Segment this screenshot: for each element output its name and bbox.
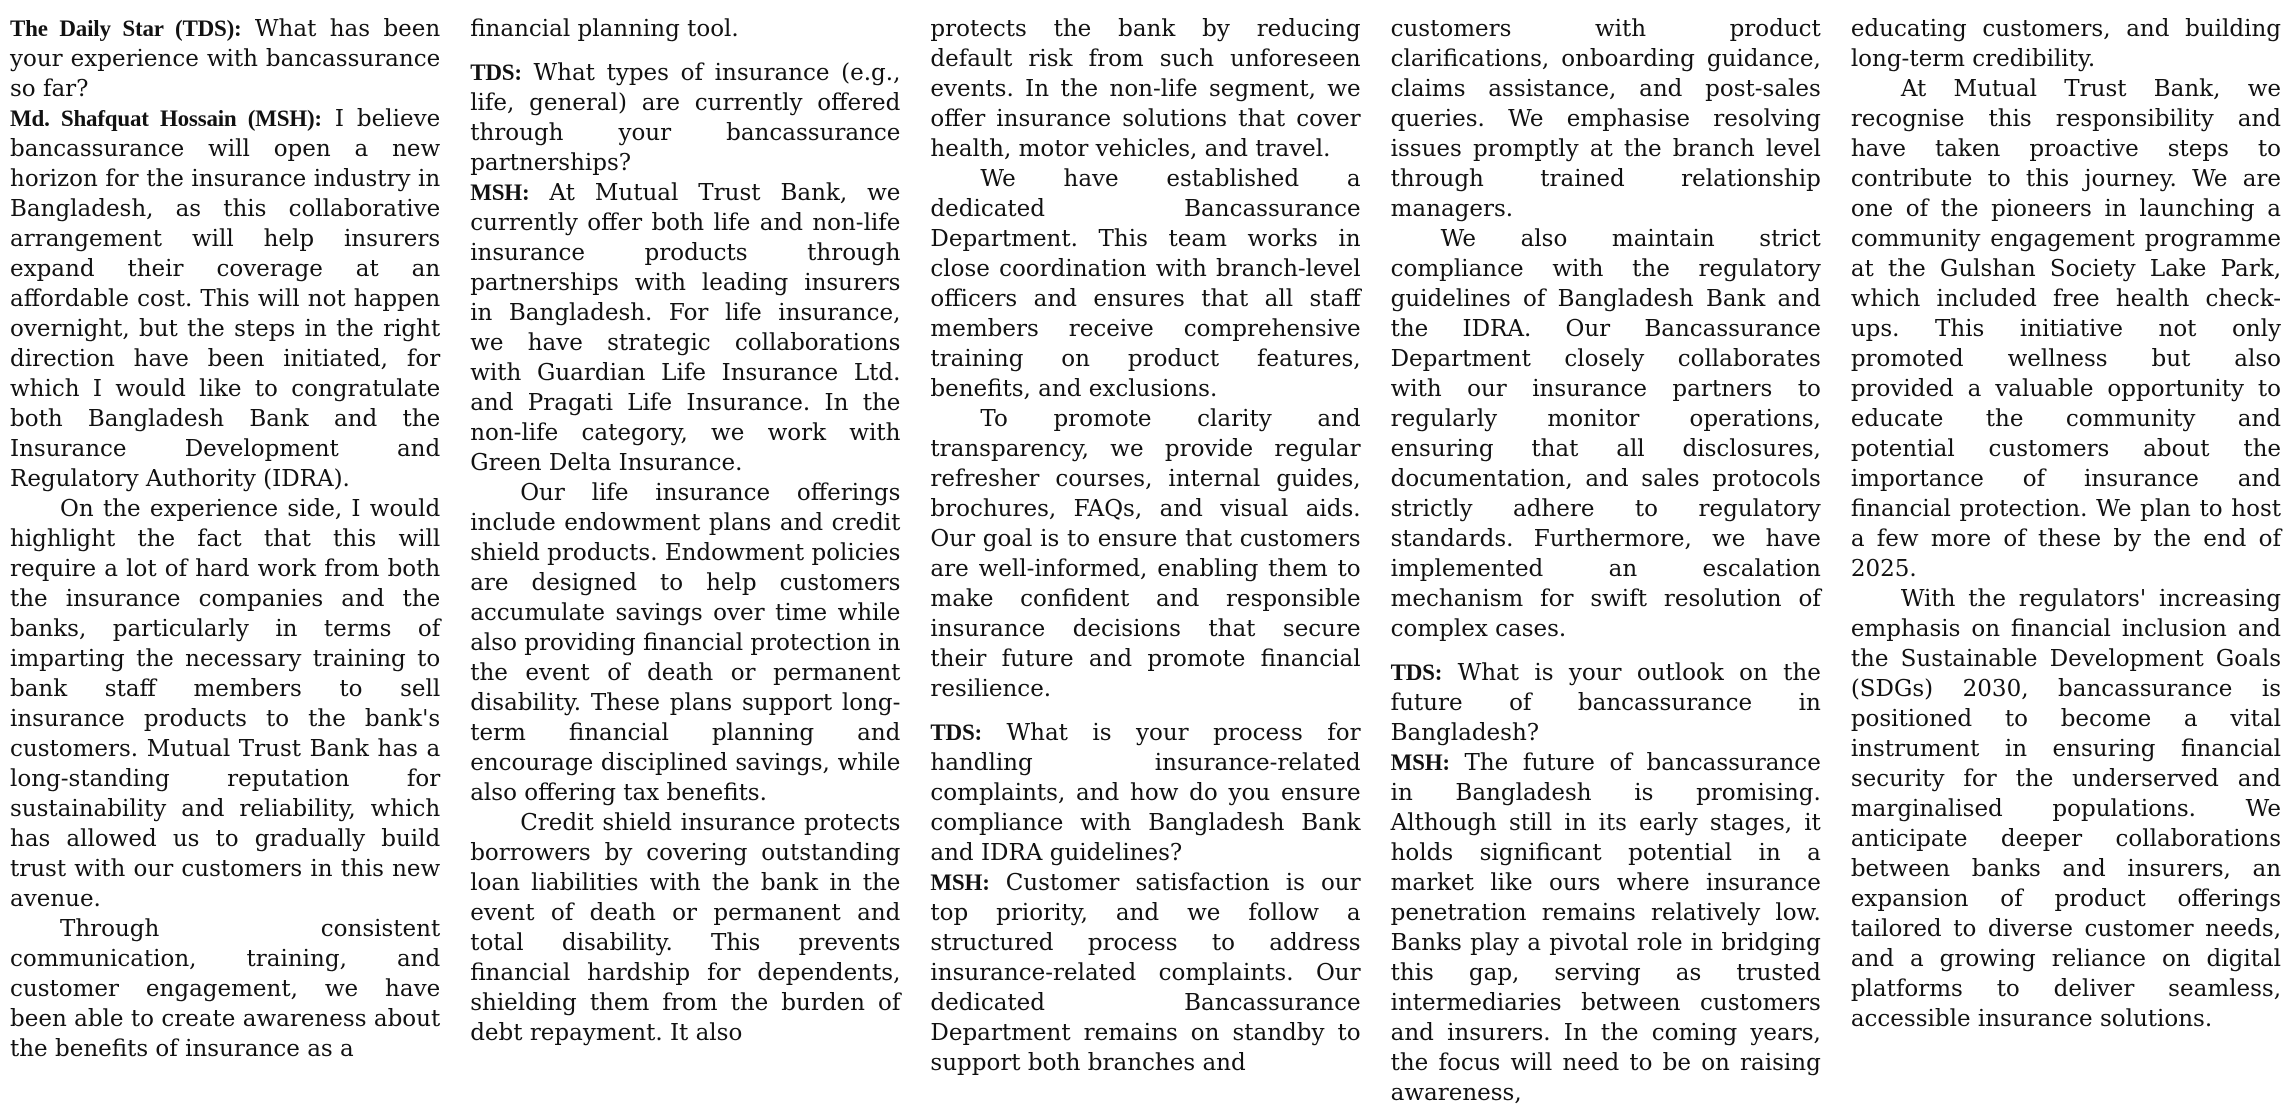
speaker-label: MSH: [1390, 750, 1450, 775]
paragraph-text: What has been your experience with bancassurance so far? [10, 16, 441, 102]
paragraph-text: I believe bancassurance will open a new horizon for the insurance industry in Bangladesh, as this collaborative arrangement will help insurers expand their coverage at an affordable cost. This will not happen overnight, but the steps in the right direction have been initiated, for which I would like to congratulate both Bangladesh Bank and the Insurance Development and Regulatory Authority (IDRA). [10, 106, 441, 492]
paragraph [470, 178, 900, 478]
speaker-label: Md. Shafquat Hossain (MSH): [10, 106, 322, 131]
paragraph-text: Through consistent communication, training, and customer engagement, we have been able to create awareness about the benefits of insurance as a [10, 916, 441, 1062]
paragraph-text: At Mutual Trust Bank, we currently offer both life and non-life insurance products through partnerships with leading insurers in Bangladesh. For life insurance, we have strategic collaborations with Guardian Life Insurance Ltd. and Pragati Life Insurance. In the non-life category, we work with Green Delta Insurance. [470, 180, 901, 476]
paragraph [930, 404, 1360, 704]
paragraph [10, 494, 440, 914]
paragraph-text: Our life insurance offerings include endowment plans and credit shield products. Endowment policies are designed to help customers accumulate savings over time while also providing financial protection in the event of death or permanent disability. These plans support long-term financial planning and encourage disciplined savings, while also offering tax benefits. [470, 480, 901, 806]
paragraph-text: We also maintain strict compliance with the regulatory guidelines of Bangladesh Bank and the IDRA. Our Bancassurance Department closely collaborates with our insurance partners to regularly monitor operations, ensuring that all disclosures, documentation, and sales protocols strictly adhere to regulatory standards. Furthermore, we have implemented an escalation mechanism for swift resolution of complex cases. [1390, 226, 1821, 642]
speaker-label: The Daily Star (TDS): [10, 16, 242, 41]
paragraph [1851, 74, 2281, 584]
paragraph [1391, 748, 1821, 1108]
paragraph-text: The future of bancassurance in Bangladesh is promising. Although still in its early stages, it holds significant potential in a market like ours where insurance penetration remains relatively low. Banks play a pivotal role in bridging this gap, serving as trusted intermediaries between customers and insurers. In the coming years, the focus will need to be on raising awareness, [1390, 750, 1821, 1106]
paragraph-text: educating customers, and building long-term credibility. [1850, 16, 2282, 72]
paragraph [930, 868, 1360, 1078]
article-column-5 [1850, 14, 2282, 1032]
speaker-label: TDS: [930, 720, 983, 745]
speaker-label: MSH: [930, 870, 990, 895]
article-page [10, 14, 2282, 1106]
paragraph-text: What is your process for handling insurance-related complaints, and how do you ensure compliance with Bangladesh Bank and IDRA guidelines? [930, 720, 1361, 866]
article-column-3 [930, 14, 1361, 1076]
paragraph-text: protects the bank by reducing default risk from such unforeseen events. In the non-life segment, we offer insurance solutions that cover health, motor vehicles, and travel. [930, 16, 1361, 162]
paragraph [1391, 224, 1821, 644]
paragraph-text: With the regulators' increasing emphasis on financial inclusion and the Sustainable Development Goals (SDGs) 2030, bancassurance is positioned to become a vital instrument in ensuring financial security for the underserved and marginalised populations. We anticipate deeper collaborations between banks and insurers, an expansion of product offerings tailored to diverse customer needs, and a growing reliance on digital platforms to deliver seamless, accessible insurance solutions. [1850, 586, 2282, 1032]
paragraph [10, 914, 440, 1064]
paragraph-text: To promote clarity and transparency, we provide regular refresher courses, internal guides, brochures, FAQs, and visual aids. Our goal is to ensure that customers are well-informed, enabling them to make confident and responsible insurance decisions that secure their future and promote financial resilience. [930, 406, 1361, 702]
article-column-4 [1390, 14, 1821, 1106]
paragraph [470, 808, 900, 1048]
paragraph [930, 718, 1360, 868]
paragraph [10, 104, 440, 494]
paragraph [10, 14, 440, 104]
paragraph-text: On the experience side, I would highlight the fact that this will require a lot of hard work from both the insurance companies and the banks, particularly in terms of imparting the necessary training to bank staff members to sell insurance products to the bank's customers. Mutual Trust Bank has a long-standing reputation for sustainability and reliability, which has allowed us to gradually build trust with our customers in this new avenue. [10, 496, 441, 912]
paragraph-text: customers with product clarifications, onboarding guidance, claims assistance, and post-sales queries. We emphasise resolving issues promptly at the branch level through trained relationship managers. [1390, 16, 1821, 222]
paragraph [470, 58, 900, 178]
paragraph [470, 478, 900, 808]
paragraph [1851, 584, 2281, 1034]
paragraph-text: Customer satisfaction is our top priority, and we follow a structured process to address insurance-related complaints. Our dedicated Bancassurance Department remains on standby to support both branches and [930, 870, 1361, 1076]
speaker-label: MSH: [470, 180, 530, 205]
paragraph-text: We have established a dedicated Bancassurance Department. This team works in close coordination with branch-level officers and ensures that all staff members receive comprehensive training on product features, benefits, and exclusions. [930, 166, 1361, 402]
paragraph [1851, 14, 2281, 74]
paragraph-text: At Mutual Trust Bank, we recognise this responsibility and have taken proactive steps to contribute to this journey. We are one of the pioneers in launching a community engagement programme at the Gulshan Society Lake Park, which included free health check-ups. This initiative not only promoted wellness but also provided a valuable opportunity to educate the community and potential customers about the importance of insurance and financial protection. We plan to host a few more of these by the end of 2025. [1850, 76, 2282, 582]
paragraph [1391, 658, 1821, 748]
article-column-2 [470, 14, 901, 1046]
paragraph-text: Credit shield insurance protects borrowers by covering outstanding loan liabilities with the bank in the event of death or permanent and total disability. This prevents financial hardship for dependents, shielding them from the burden of debt repayment. It also [470, 810, 901, 1046]
paragraph-text: What types of insurance (e.g., life, general) are currently offered through your bancassurance partnerships? [470, 60, 901, 176]
paragraph [1391, 14, 1821, 224]
speaker-label: TDS: [470, 60, 522, 85]
paragraph-text: What is your outlook on the future of bancassurance in Bangladesh? [1390, 660, 1821, 746]
speaker-label: TDS: [1390, 660, 1443, 685]
article-column-1 [10, 14, 441, 1062]
paragraph [930, 14, 1360, 164]
paragraph [470, 14, 900, 44]
paragraph-text: financial planning tool. [470, 16, 739, 42]
paragraph [930, 164, 1360, 404]
